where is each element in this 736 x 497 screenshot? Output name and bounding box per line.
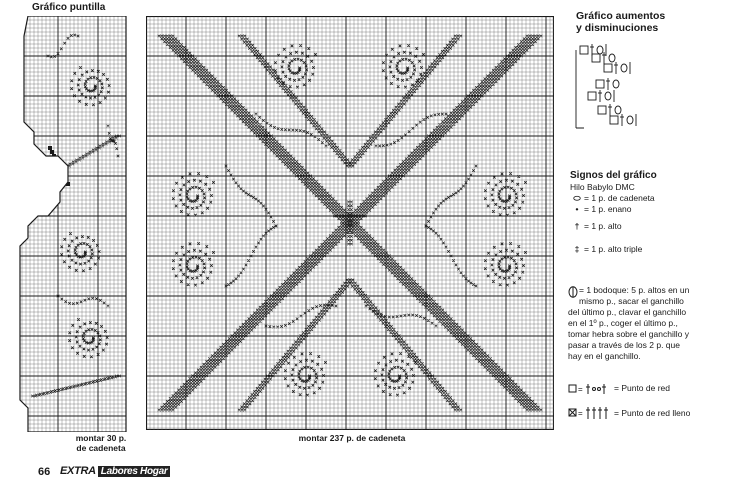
increase-decrease-chart (574, 40, 638, 132)
bobble-line-5: pasar a través de los 2 p. que (568, 340, 680, 350)
triple-treble-icon: ‡ (574, 244, 580, 254)
solid-mesh-label: = Punto de red lleno (614, 408, 691, 418)
edging-caption-line1: montar 30 p. (75, 433, 127, 443)
bobble-icon (568, 286, 578, 298)
edging-caption-line2: de cadeneta (76, 443, 126, 453)
legend-double-item (570, 221, 730, 232)
mesh-label: = Punto de red (614, 383, 671, 393)
chain-stitch-icon: ⬭ (573, 193, 581, 203)
legend-slip-text: = 1 p. enano (584, 204, 632, 214)
increase-title-line1: Gráfico aumentos (576, 10, 666, 22)
slip-stitch-icon: • (575, 204, 579, 214)
open-mesh-icon (568, 383, 620, 395)
legend-mesh (568, 380, 733, 396)
increase-chart-title (576, 10, 665, 34)
legend-bobble (568, 285, 733, 362)
bobble-line-0: = 1 bodoque: 5 p. altos en un (579, 285, 690, 295)
bobble-line-3: en el 1º p., coger el último p., (568, 318, 678, 328)
edging-chart-body (18, 16, 128, 432)
double-crochet-icon: † (574, 221, 580, 231)
bobble-line-6: hay en el ganchillo. (568, 351, 641, 361)
bobble-line-2: del último p., clavar el ganchillo (568, 307, 687, 317)
chart-legend (570, 170, 730, 255)
solid-mesh-icon (568, 406, 620, 420)
legend-triple-item (570, 244, 730, 255)
legend-chain-item (570, 193, 730, 204)
legend-title: Signos del gráfico (570, 170, 657, 181)
steps-diagram (576, 44, 636, 128)
brand-extra: EXTRA (60, 465, 96, 477)
legend-triple-text: = 1 p. alto triple (584, 244, 643, 254)
bobble-line-1: mismo p., sacar el ganchillo (579, 296, 684, 306)
edging-chart (18, 16, 128, 432)
brand-name: Labores Hogar (98, 466, 171, 477)
legend-slip-item (570, 204, 730, 215)
edging-chart-caption (70, 433, 132, 453)
main-chart-caption: montar 237 p. de cadeneta (298, 433, 406, 443)
legend-chain-text: = 1 p. de cadeneta (584, 193, 655, 203)
bobble-line-4: tomar hebra sobre el ganchillo y (568, 329, 689, 339)
legend-double-text: = 1 p. alto (584, 221, 622, 231)
main-chart (146, 16, 554, 430)
magazine-logo (60, 465, 170, 477)
edging-chart-title: Gráfico puntilla (32, 2, 106, 13)
legend-yarn: Hilo Babylo DMC (570, 182, 635, 192)
legend-solid-mesh (568, 404, 733, 420)
svg-text:=: = (578, 409, 583, 418)
svg-text:=: = (578, 385, 583, 394)
page-number: 66 (38, 466, 51, 478)
increase-title-line2: y disminuciones (576, 22, 659, 34)
